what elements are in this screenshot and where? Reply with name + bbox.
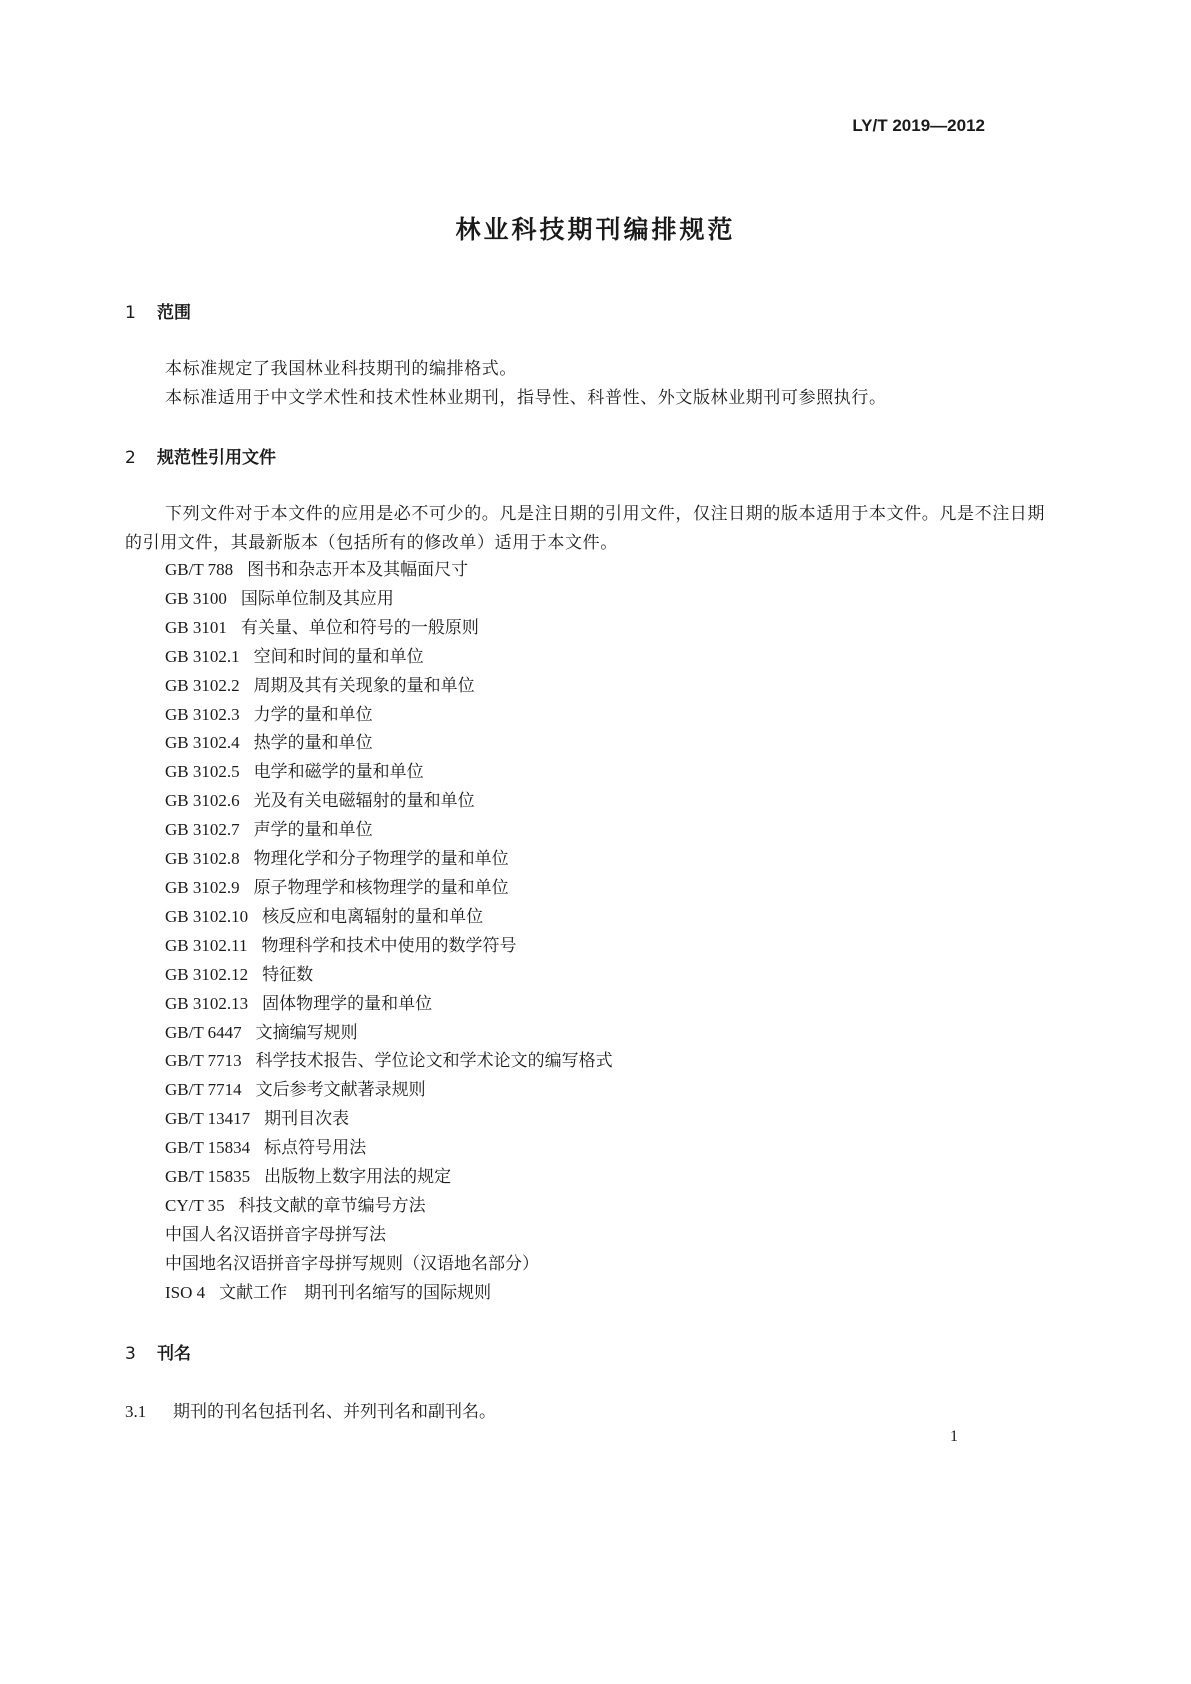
section-title: 规范性引用文件	[157, 448, 276, 468]
reference-item	[165, 556, 613, 585]
reference-code: GB 3102.11	[165, 935, 248, 955]
section-heading-3	[125, 1339, 191, 1364]
section-number: 1	[125, 303, 136, 323]
reference-item	[165, 729, 613, 758]
reference-title: 期刊目次表	[264, 1109, 350, 1129]
reference-title: 国际单位制及其应用	[240, 588, 394, 608]
reference-title: 周期及其有关现象的量和单位	[253, 675, 475, 695]
reference-title: 标点符号用法	[264, 1138, 367, 1158]
reference-title: 力学的量和单位	[253, 704, 373, 724]
reference-item	[165, 961, 613, 990]
section-number: 3	[125, 1344, 136, 1364]
reference-code: ISO 4	[165, 1282, 206, 1302]
reference-code: GB 3100	[165, 588, 227, 608]
reference-title: 物理科学和技术中使用的数学符号	[261, 935, 517, 955]
reference-title: 文后参考文献著录规则	[255, 1080, 426, 1100]
paragraph: 下列文件对于本文件的应用是必不可少的。凡是注日期的引用文件，仅注日期的版本适用于本文件。凡是不注日期的引用文件，其最新版本（包括所有的修改单）适用于本文件。	[125, 504, 1045, 552]
paragraph: 本标准规定了我国林业科技期刊的编排格式。	[165, 359, 517, 378]
reference-title: 核反应和电离辐射的量和单位	[262, 906, 484, 926]
reference-code: GB 3102.13	[165, 993, 249, 1013]
reference-item	[165, 758, 613, 787]
reference-code: GB/T 15835	[165, 1167, 251, 1187]
reference-code: GB 3102.4	[165, 733, 240, 753]
reference-title: 图书和杂志开本及其幅面尺寸	[247, 560, 469, 579]
reference-code: GB 3102.7	[165, 820, 240, 840]
reference-item	[165, 1134, 613, 1163]
reference-code: GB 3101	[165, 617, 227, 637]
page-number: 1	[950, 1428, 958, 1445]
reference-title: 科学技术报告、学位论文和学术论文的编写格式	[255, 1051, 613, 1071]
clause-text: 期刊的刊名包括刊名、并列刊名和副刊名。	[173, 1402, 496, 1421]
reference-code: GB/T 15834	[165, 1138, 251, 1158]
reference-item	[165, 874, 613, 903]
reference-item	[165, 787, 613, 816]
standard-number: LY/T 2019—2012	[852, 116, 985, 135]
reference-item	[165, 585, 613, 614]
reference-title: 空间和时间的量和单位	[253, 646, 424, 666]
reference-item	[165, 1279, 613, 1308]
reference-code: GB/T 6447	[165, 1022, 242, 1042]
reference-title: 有关量、单位和符号的一般原则	[240, 617, 479, 637]
reference-title: 光及有关电磁辐射的量和单位	[253, 791, 475, 811]
reference-title: 电学和磁学的量和单位	[253, 762, 424, 782]
reference-title: 文摘编写规则	[255, 1022, 358, 1042]
reference-item	[165, 614, 613, 643]
reference-item	[165, 932, 613, 961]
reference-item	[165, 816, 613, 845]
reference-item	[165, 1250, 613, 1279]
section-title: 范围	[157, 303, 191, 323]
reference-item	[165, 990, 613, 1019]
reference-code: GB/T 13417	[165, 1109, 251, 1129]
reference-title: 物理化学和分子物理学的量和单位	[253, 849, 509, 869]
reference-item	[165, 845, 613, 874]
reference-item	[165, 701, 613, 730]
document-title: 林业科技期刊编排规范	[455, 215, 736, 244]
reference-code: GB 3102.9	[165, 877, 240, 897]
reference-title: 固体物理学的量和单位	[262, 993, 433, 1013]
clause-3-1	[125, 1397, 496, 1422]
reference-item	[165, 1047, 613, 1076]
reference-title: 中国地名汉语拼音字母拼写规则（汉语地名部分）	[165, 1253, 539, 1273]
reference-code: GB 3102.5	[165, 762, 240, 782]
reference-code: GB/T 7713	[165, 1051, 242, 1071]
reference-item	[165, 1076, 613, 1105]
reference-item	[165, 1105, 613, 1134]
reference-code: GB/T 7714	[165, 1080, 242, 1100]
reference-code: GB/T 788	[165, 560, 234, 579]
reference-item	[165, 1192, 613, 1221]
section-heading-2	[125, 443, 276, 468]
reference-item	[165, 903, 613, 932]
reference-code: GB 3102.10	[165, 906, 249, 926]
reference-code: GB 3102.6	[165, 791, 240, 811]
reference-item	[165, 1221, 613, 1250]
reference-title: 声学的量和单位	[253, 820, 373, 840]
reference-item	[165, 643, 613, 672]
section-title: 刊名	[157, 1344, 191, 1364]
reference-code: GB 3102.1	[165, 646, 240, 666]
reference-title: 原子物理学和核物理学的量和单位	[253, 877, 509, 897]
reference-code: GB 3102.2	[165, 675, 240, 695]
reference-item	[165, 672, 613, 701]
reference-title: 热学的量和单位	[253, 733, 373, 753]
reference-item	[165, 1163, 613, 1192]
reference-list	[165, 556, 613, 1308]
reference-title: 科技文献的章节编号方法	[238, 1195, 426, 1215]
reference-title: 文献工作 期刊刊名缩写的国际规则	[219, 1282, 492, 1302]
clause-number: 3.1	[125, 1402, 147, 1421]
reference-title: 特征数	[262, 964, 314, 984]
section-heading-1	[125, 298, 191, 323]
section-number: 2	[125, 448, 136, 468]
paragraph: 本标准适用于中文学术性和技术性林业期刊，指导性、科普性、外文版林业期刊可参照执行。	[165, 388, 887, 407]
reference-item	[165, 1019, 613, 1048]
reference-code: GB 3102.12	[165, 964, 249, 984]
reference-title: 中国人名汉语拼音字母拼写法	[165, 1224, 386, 1244]
reference-code: GB 3102.3	[165, 704, 240, 724]
reference-code: GB 3102.8	[165, 849, 240, 869]
reference-code: CY/T 35	[165, 1195, 225, 1215]
reference-title: 出版物上数字用法的规定	[264, 1167, 452, 1187]
